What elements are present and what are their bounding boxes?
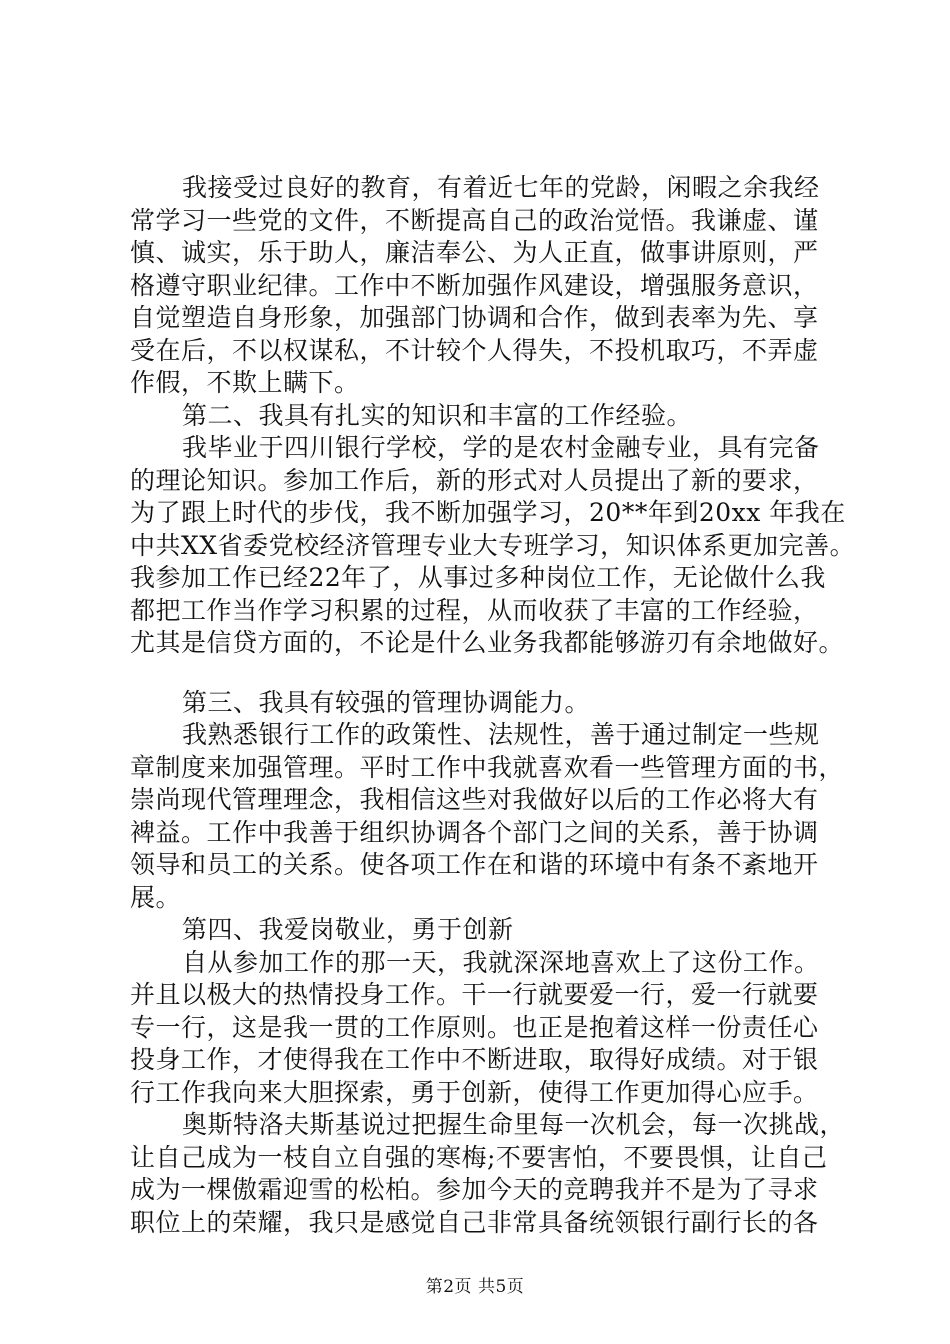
text-line: 章制度来加强管理。平时工作中我就喜欢看一些管理方面的书， <box>130 752 845 782</box>
text-line: 投身工作，才使得我在工作中不断进取，取得好成绩。对于银 <box>130 1045 819 1074</box>
text-line: 行工作我向来大胆探索，勇于创新，使得工作更加得心应手。 <box>130 1077 819 1107</box>
text-line: 的理论知识。参加工作后，新的形式对人员提出了新的要求， <box>130 465 819 495</box>
text-line: 成为一棵傲霜迎雪的松柏。参加今天的竞聘我并不是为了寻求 <box>130 1175 819 1204</box>
page-footer <box>0 1276 950 1298</box>
paragraph <box>130 1109 846 1239</box>
text-line: 作假，不欺上瞒下。 <box>130 368 360 397</box>
section-heading <box>130 914 830 947</box>
page-number: 第2页 共5页 <box>425 1277 525 1297</box>
text-line: 为了跟上时代的步伐，我不断加强学习，20**年到20xx 年我在 <box>130 498 846 527</box>
text-line: 裨益。工作中我善于组织协调各个部门之间的关系，善于协调 <box>130 817 819 847</box>
text-line: 常学习一些党的文件，不断提高自己的政治觉悟。我谦虚、谨 <box>130 205 819 235</box>
text-line: 自从参加工作的那一天，我就深深地喜欢上了这份工作。 <box>182 947 820 977</box>
text-line: 专一行，这是我一贯的工作原则。也正是抱着这样一份责任心 <box>130 1012 819 1042</box>
heading-text: 第二、我具有扎实的知识和丰富的工作经验。 <box>182 400 693 430</box>
section-heading <box>130 687 830 720</box>
text-line: 让自己成为一枝自立自强的寒梅;不要害怕，不要畏惧，让自己 <box>130 1142 828 1172</box>
text-line: 我熟悉银行工作的政策性、法规性，善于通过制定一些规 <box>182 720 820 749</box>
text-line: 慎、诚实，乐于助人，廉洁奉公、为人正直，做事讲原则，严 <box>130 238 819 267</box>
text-line: 自觉塑造自身形象，加强部门协调和合作，做到表率为先、享 <box>130 303 819 332</box>
heading-text: 第四、我爱岗敬业，勇于创新 <box>182 915 514 944</box>
text-line: 都把工作当作学习积累的过程，从而收获了丰富的工作经验， <box>130 595 819 625</box>
text-line: 职位上的荣耀，我只是感觉自己非常具备统领银行副行长的各 <box>130 1207 819 1237</box>
text-line: 中共XX省委党校经济管理专业大专班学习，知识体系更加完善。 <box>130 530 856 560</box>
document-body <box>130 172 856 1239</box>
text-line: 尤其是信贷方面的，不论是什么业务我都能够游刃有余地做好。 <box>130 628 845 657</box>
text-line: 展。 <box>130 882 182 912</box>
text-line: 崇尚现代管理理念，我相信这些对我做好以后的工作必将大有 <box>130 785 819 814</box>
heading-text: 第三、我具有较强的管理协调能力。 <box>182 687 591 717</box>
text-line: 领导和员工的关系。使各项工作在和谐的环境中有条不紊地开 <box>130 850 819 879</box>
paragraph <box>130 947 830 1110</box>
paragraph <box>130 172 830 400</box>
text-line: 奥斯特洛夫斯基说过把握生命里每一次机会，每一次挑战， <box>182 1110 846 1139</box>
text-line: 并且以极大的热情投身工作。干一行就要爱一行，爱一行就要 <box>130 980 819 1009</box>
text-line: 格遵守职业纪律。工作中不断加强作风建设，增强服务意识， <box>130 270 819 300</box>
paragraph <box>130 719 845 914</box>
section-heading <box>130 400 830 433</box>
paragraph-gap <box>130 660 830 687</box>
paragraph <box>130 432 856 660</box>
text-line: 我毕业于四川银行学校，学的是农村金融专业，具有完备 <box>182 433 820 462</box>
text-line: 我参加工作已经22年了，从事过多种岗位工作，无论做什么我 <box>130 563 826 592</box>
text-line: 我接受过良好的教育，有着近七年的党龄，闲暇之余我经 <box>182 173 820 202</box>
text-line: 受在后，不以权谋私，不计较个人得失，不投机取巧，不弄虚 <box>130 335 819 365</box>
